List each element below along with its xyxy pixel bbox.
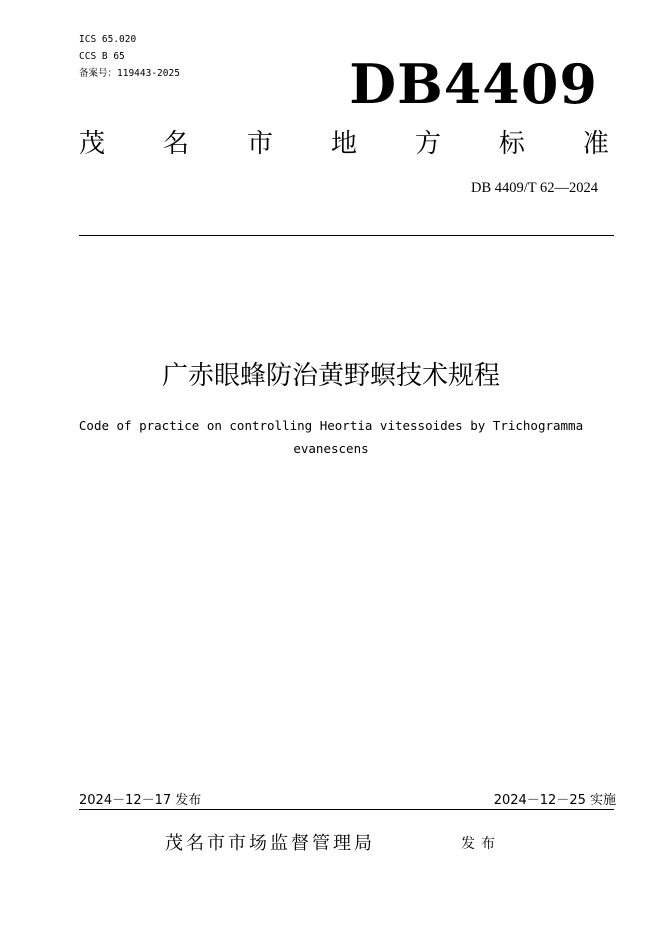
title-english: Code of practice on controlling Heortia vitessoides by Trichogramma evanescens	[78, 418, 584, 456]
standard-type-char: 茂	[79, 129, 106, 159]
header-divider	[79, 235, 614, 236]
ics-code: ICS 65.020	[79, 34, 137, 45]
issuing-authority: 茂名市市场监督管理局	[165, 833, 375, 854]
ccs-code: CCS B 65	[79, 51, 125, 62]
standard-number: DB 4409/T 62—2024	[470, 180, 598, 196]
publish-label: 发布	[461, 836, 501, 852]
standard-type-char: 市	[246, 129, 273, 159]
implement-date: 2024－12－25 实施	[493, 793, 616, 808]
standard-type-char: 名	[162, 129, 189, 159]
standard-type-heading	[79, 124, 609, 164]
standard-type-char: 方	[414, 129, 441, 159]
filing-number: 备案号：119443-2025	[79, 68, 180, 79]
standard-type-char: 标	[498, 129, 525, 159]
standard-type-char: 地	[330, 129, 357, 159]
db-code-mark: DB4409	[349, 52, 598, 116]
footer-divider	[79, 809, 614, 810]
release-date: 2024－12－17 发布	[79, 793, 202, 808]
title-chinese: 广赤眼蜂防治黄野螟技术规程	[161, 361, 500, 391]
standard-type-char: 准	[582, 129, 609, 159]
